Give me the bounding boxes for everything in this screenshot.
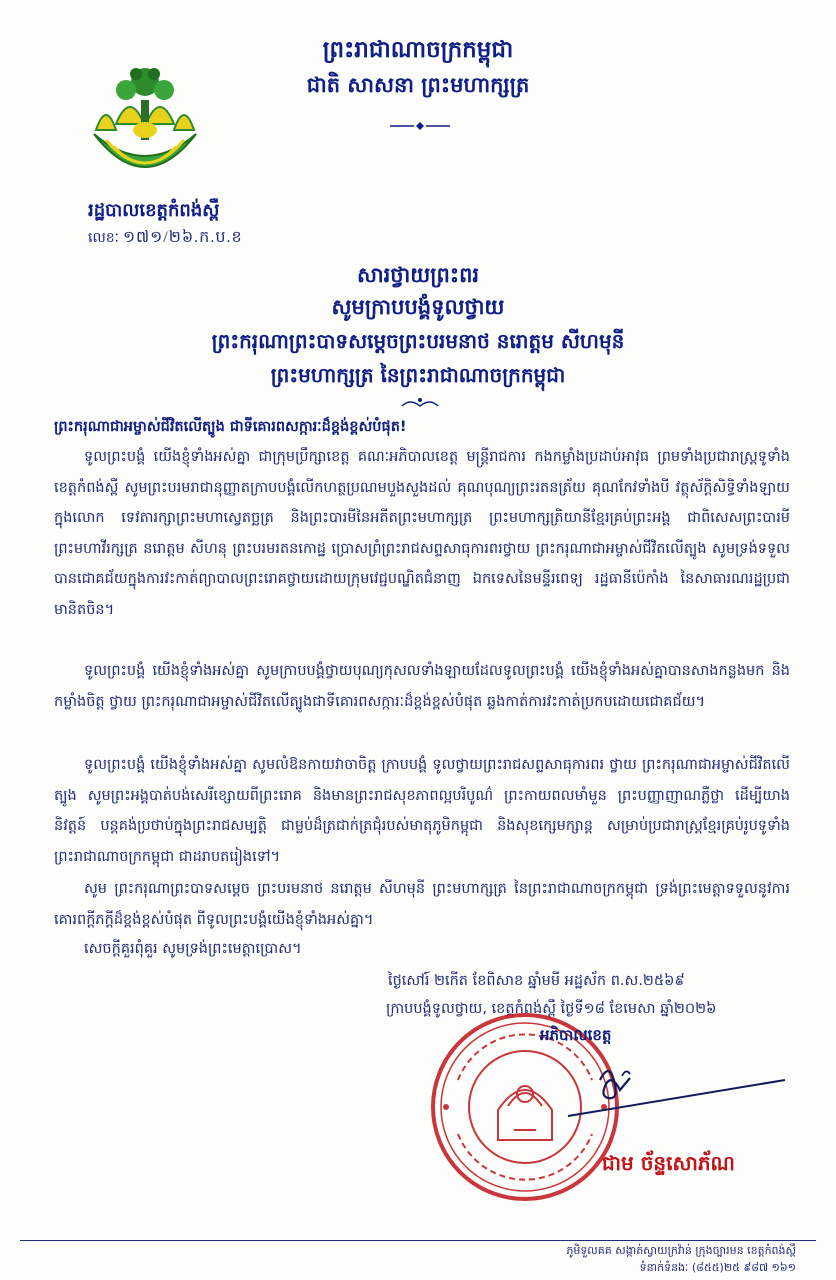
reference-number [88,226,243,250]
issuing-office: រដ្ឋបាលខេត្តកំពង់ស្ពឺ [88,200,220,221]
handwritten-signature [560,1030,790,1120]
paragraph-4-text: សូម ព្រះករុណាព្រះបាទសម្តេច ព្រះបរមនាថ នរោត្តម សីហមុនី ព្រះមហាក្សត្រ នៃព្រះរាជាណាចក្រកម្ពុជា ទ្រង់ព្រះមេត្តាទទួលនូវការគោរពក្តីភក្តីដ៏ខ្ពង់ខ្ពស់បំផុត ពីទូលព្រះបង្គំយើងខ្ញុំទាំងអស់គ្នា។ [54,881,790,928]
signer-name: ជាម ច័ន្ទសោភ័ណ [602,1151,735,1175]
national-motto: ជាតិ សាសនា ព្រះមហាក្សត្រ [306,73,530,97]
paragraph-3-text: ទូលព្រះបង្គំ យើងខ្ញុំទាំងអស់គ្នា សូមលំឱនកាយវាចាចិត្ត ក្រាបបង្គំ ទូលថ្វាយព្រះរាជសព្ទសាធុការពរ ថ្វាយ ព្រះករុណាជាអម្ចាស់ជីវិតលើត្បូង សូមព្រះអង្គបាត់បង់សេរីខ្សោយពីព្រះរោគ និងមានព្រះរាជសុខភាពល្អបរិបូណ៌ ព្រះកាយពលមាំមួន ព្រះបញ្ញាញាណភ្លឺថ្លា ដើម្បីយាងនិវត្តន៍ បន្តគង់ប្រថាប់ក្នុងព្រះរាជសម្បត្តិ ជាម្លប់ដ៏ត្រជាក់ត្រជុំរបស់មាតុភូមិកម្ពុជា និងសុខក្សេមក្សាន្ត សម្រាប់ប្រជារាស្ត្រខ្មែរគ្រប់រូបទូទាំងព្រះរាជាណាចក្រកម្ពុជា ជាដរាបតរៀងទៅ។ [54,757,790,865]
address-line: សូមក្រាបបង្គំទូលថ្វាយ [331,295,505,319]
reference-value: ១៧១/២៦.ក.ប.ខ [122,229,243,246]
paragraph-1 [54,442,790,625]
reference-label: លេខៈ [88,230,119,246]
signer-title: អភិបាលខេត្ត [540,1026,612,1044]
lunar-date: ថ្ងៃសៅរ៍ ២កើត ខែពិសាខ ឆ្នាំមមី អដ្ឋស័ក ព.ស.២៥៦៩ [388,973,685,989]
footer-contact: ទំនាក់ទំនងៈ (៨៥៥)២៥ ៩៨៧ ១៦១ [639,1261,796,1274]
paragraph-3 [54,750,790,872]
paragraph-2-text: ទូលព្រះបង្គំ យើងខ្ញុំទាំងអស់គ្នា សូមក្រាបបង្គំថ្វាយបុណ្យកុសលទាំងឡាយដែលទូលព្រះបង្គំ យើងខ្ញុំទាំងអស់គ្នាបានសាងកន្លងមក និងកម្លាំងចិត្ត ថ្វាយ ព្រះករុណាជាអម្ចាស់ជីវិតលើត្បូងជាទីគោរពសក្ការៈដ៏ខ្ពង់ខ្ពស់បំផុត ឆ្លងកាត់ការវះកាត់ប្រកបដោយជោគជ័យ។ [54,663,790,710]
motto-divider-ornament [390,120,450,132]
place-and-date: ក្រាបបង្គំទូលថ្វាយ, ខេត្តកំពង់ស្ពឺ ថ្ងៃទី១៨ ខែមេសា ឆ្នាំ២០២៦ [386,1001,717,1017]
addressee-name: ព្រះករុណាព្រះបាទសម្តេចព្រះបរមនាថ នរោត្តម សីហមុនី [211,329,625,353]
footer-address: ភូមិទួលគគ សង្កាត់ស្វាយក្រវ៉ាន់ ក្រុងច្បារមន ខេត្តកំពង់ស្ពឺ [566,1244,796,1257]
paragraph-4 [54,874,790,935]
closing-text: សេចក្តីគួរពុំគួរ សូមទ្រង់ព្រះមេត្តាប្រោស។ [84,941,302,957]
kingdom-heading: ព្រះរាជាណាចក្រកម្ពុជា [322,37,514,63]
salutation: ព្រះករុណាជាអម្ចាស់ជីវិតលើត្បូង ជាទីគោរពសក្ការៈដ៏ខ្ពង់ខ្ពស់បំផុត! [54,419,407,435]
footer-divider [20,1240,816,1241]
title-divider-ornament [398,396,442,410]
addressee-title: ព្រះមហាក្សត្រ នៃព្រះរាជាណាចក្រកម្ពុជា [270,363,566,387]
closing-paragraph [54,934,790,965]
paragraph-2 [54,656,790,717]
letter-title: សារថ្វាយព្រះពរ [356,263,480,287]
paragraph-1-text: ទូលព្រះបង្គំ យើងខ្ញុំទាំងអស់គ្នា ជាក្រុមប្រឹក្សាខេត្ត គណៈអភិបាលខេត្ត មន្ត្រីរាជការ កងកម្លាំងប្រដាប់អាវុធ ព្រមទាំងប្រជារាស្ត្រទូទាំងខេត្តកំពង់ស្ពឺ សូមព្រះបរមរាជានុញ្ញាតក្រាបបង្គំលើកហត្ថប្រណមបួងសួងដល់ គុណបុណ្យព្រះរតនត្រ័យ គុណកែវទាំងបី វត្ថុស័ក្តិសិទ្ធិទាំងឡាយក្នុងលោក ទេវតារក្សាព្រះមហាស្វេតច្ឆត្រ និងព្រះបារមីនៃអតីតព្រះមហាក្សត្រ ព្រះមហាក្សត្រិយានីខ្មែរគ្រប់ព្រះអង្គ ជាពិសេសព្រះបារមី ព្រះមហាវីរក្សត្រ នរោត្តម សីហនុ ព្រះបរមរតនកោដ្ឋ ប្រោសព្រំព្រះរាជសព្ទសាធុការពរថ្វាយ ព្រះករុណាជាអម្ចាស់ជីវិតលើត្បូង សូមទ្រង់ទទួលបានជោគជ័យក្នុងការវះកាត់ព្យាបាលព្រះរោគថ្វាយដោយក្រុមវេជ្ជបណ្ឌិតជំនាញ ឯកទេសនៃមន្ទីរពេទ្យ រដ្ឋធានីប៉េកាំង នៃសាធារណរដ្ឋប្រជាមានិតចិន។ [54,449,790,618]
